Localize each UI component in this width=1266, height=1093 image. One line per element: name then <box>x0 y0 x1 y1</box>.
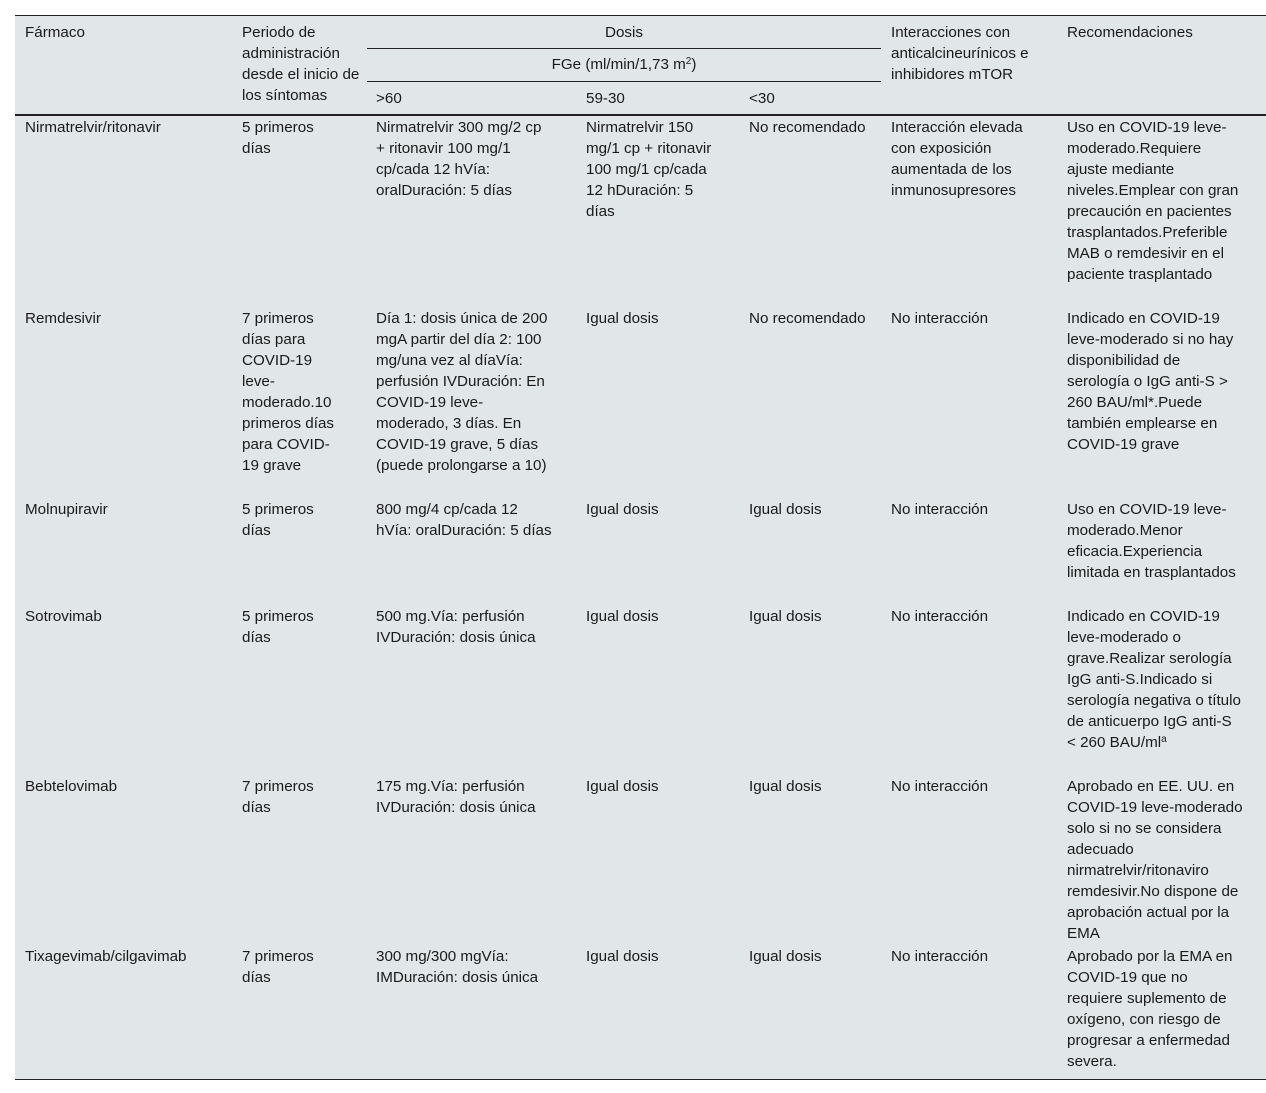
row-dose-gt60: 500 mg.Vía: perfusión IVDuración: dosis única <box>376 608 536 646</box>
fge-text: FGe (ml/min/1,73 m <box>551 56 686 73</box>
row-periodo: 5 primeros días <box>242 501 314 539</box>
row-interacciones: Interacción elevada con exposición aumentada de los inmunosupresores <box>891 119 1023 199</box>
row-recomendaciones: Aprobado por la EMA en COVID-19 que no requiere suplemento de oxígeno, con riesgo de progresar a enfermedad severa. <box>1067 948 1233 1070</box>
row-periodo: 7 primeros días <box>242 948 314 986</box>
row-farmaco: Tixagevimab/cilgavimab <box>25 948 187 965</box>
dosis-divider-top <box>367 48 881 49</box>
row-farmaco: Molnupiravir <box>25 501 108 518</box>
row-dose-59-30: Igual dosis <box>586 778 659 795</box>
row-dose-59-30: Nirmatrelvir 150 mg/1 cp + ritonavir 100 mg/1 cp/cada 12 hDuración: 5 días <box>586 119 712 220</box>
row-dose-lt30: No recomendado <box>749 310 866 327</box>
row-dose-59-30: Igual dosis <box>586 310 659 327</box>
header-fge-59-30: 59-30 <box>586 90 625 107</box>
row-dose-lt30: No recomendado <box>749 119 866 136</box>
footnote-mark: a <box>1161 734 1167 745</box>
row-dose-59-30: Igual dosis <box>586 501 659 518</box>
row-dose-lt30: Igual dosis <box>749 608 822 625</box>
row-dose-gt60: Día 1: dosis única de 200 mgA partir del día 2: 100 mg/una vez al díaVía: perfusión IVDuración: En COVID-19 leve-moderado, 3 días. En COVID-19 grave, 5 días (puede prolongarse a 10) <box>376 310 548 474</box>
row-farmaco: Nirmatrelvir/ritonavir <box>25 119 161 136</box>
row-recomendaciones: Uso en COVID-19 leve-moderado.Requiere ajuste mediante niveles.Emplear con gran precaución en pacientes trasplantados.Preferible MAB o remdesivir en el paciente trasplantado <box>1067 119 1239 283</box>
row-periodo: 7 primeros días para COVID-19 leve-moderado.10 primeros días para COVID-19 grave <box>242 310 335 474</box>
row-interacciones: No interacción <box>891 948 989 965</box>
row-farmaco: Bebtelovimab <box>25 778 118 795</box>
header-divider <box>15 114 1266 116</box>
fge-sup: 2 <box>685 56 692 67</box>
row-periodo: 5 primeros días <box>242 119 314 157</box>
row-dose-lt30: Igual dosis <box>749 948 822 965</box>
row-dose-gt60: Nirmatrelvir 300 mg/2 cp + ritonavir 100 mg/1 cp/cada 12 hVía: oralDuración: 5 días <box>376 119 542 199</box>
row-dose-59-30: Igual dosis <box>586 608 659 625</box>
row-dose-lt30: Igual dosis <box>749 501 822 518</box>
row-interacciones: No interacción <box>891 310 989 327</box>
header-fge-lt30: <30 <box>749 90 775 107</box>
row-farmaco: Remdesivir <box>25 310 101 327</box>
row-recomendaciones: Uso en COVID-19 leve-moderado.Menor eficacia.Experiencia limitada en trasplantados <box>1067 501 1236 581</box>
dosis-divider-bottom <box>367 81 881 82</box>
header-periodo: Periodo de administración desde el inicio de los síntomas <box>242 24 360 104</box>
row-interacciones: No interacción <box>891 778 989 795</box>
row-farmaco: Sotrovimab <box>25 608 102 625</box>
row-dose-gt60: 800 mg/4 cp/cada 12 hVía: oralDuración: 5 días <box>376 501 552 539</box>
row-interacciones: No interacción <box>891 501 989 518</box>
header-fge <box>367 54 881 75</box>
row-dose-gt60: 175 mg.Vía: perfusión IVDuración: dosis única <box>376 778 536 816</box>
row-recomendaciones: Indicado en COVID-19 leve-moderado si no hay disponibilidad de serología o IgG anti-S > 260 BAU/ml*.Puede también emplearse en COVID-19 grave <box>1067 310 1234 453</box>
header-farmaco: Fármaco <box>25 24 85 41</box>
row-dose-59-30: Igual dosis <box>586 948 659 965</box>
row-interacciones: No interacción <box>891 608 989 625</box>
row-periodo: 5 primeros días <box>242 608 314 646</box>
header-interacciones: Interacciones con anticalcineurínicos e inhibidores mTOR <box>891 24 1029 83</box>
recomendaciones-text: Indicado en COVID-19 leve-moderado o grave.Realizar serología IgG anti-S.Indicado si serología negativa o título de anticuerpo IgG anti-S < 260 BAU/ml <box>1067 608 1241 751</box>
fge-close: ) <box>691 56 697 73</box>
drug-table <box>15 15 1266 1080</box>
header-dosis: Dosis <box>605 24 643 41</box>
row-periodo: 7 primeros días <box>242 778 314 816</box>
row-dose-lt30: Igual dosis <box>749 778 822 795</box>
row-recomendaciones: Aprobado en EE. UU. en COVID-19 leve-moderado solo si no se considera adecuado nirmatrelvir/ritonaviro remdesivir.No dispone de aprobación actual por la EMA <box>1067 778 1243 942</box>
header-recomendaciones: Recomendaciones <box>1067 24 1193 41</box>
header-fge-gt60: >60 <box>376 90 402 107</box>
row-dose-gt60: 300 mg/300 mgVía: IMDuración: dosis única <box>376 948 539 986</box>
row-recomendaciones <box>1067 606 1243 753</box>
